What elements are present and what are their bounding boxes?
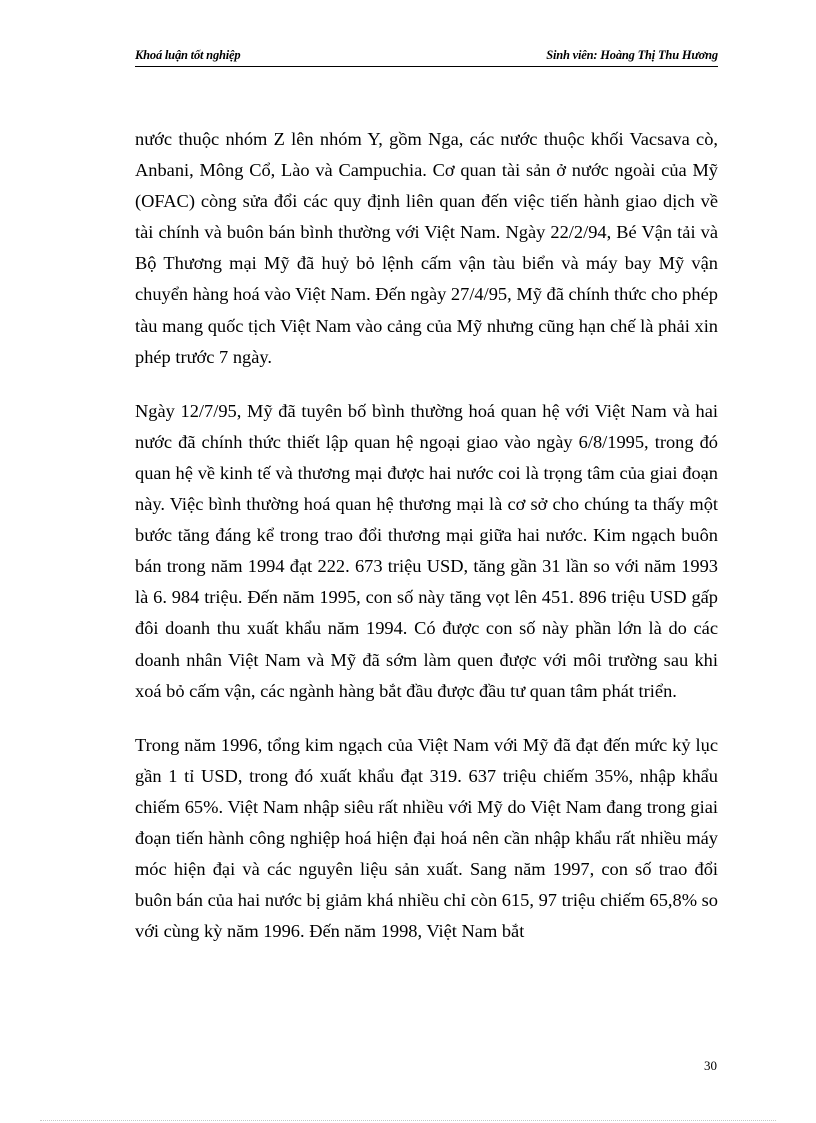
page-body [135, 124, 718, 970]
header-student-name: Sinh viên: Hoàng Thị Thu Hương [546, 48, 718, 62]
header-thesis-label: Khoá luận tốt nghiệp [135, 48, 241, 62]
page-bottom-divider [40, 1120, 776, 1121]
page-header [135, 48, 718, 67]
body-paragraph-3: Trong năm 1996, tổng kim ngạch của Việt Nam với Mỹ đã đạt đến mức kỷ lục gần 1 tỉ USD, trong đó xuất khẩu đạt 319. 637 triệu chiếm 35%, nhập khẩu chiếm 65%. Việt Nam nhập siêu rất nhiều với Mỹ do Việt Nam đang trong giai đoạn tiến hành công nghiệp hoá hiện đại hoá nên cần nhập khẩu rất nhiều máy móc hiện đại và các nguyên liệu sản xuất. Sang năm 1997, con số trao đổi buôn bán của hai nước bị giảm khá nhiều chỉ còn 615, 97 triệu chiếm 65,8% so với cùng kỳ năm 1996. Đến năm 1998, Việt Nam bắt [135, 734, 718, 942]
page-number: 30 [704, 1058, 717, 1073]
body-paragraph-1: nước thuộc nhóm Z lên nhóm Y, gồm Nga, các nước thuộc khối Vacsava cò, Anbani, Mông Cổ, Lào và Campuchia. Cơ quan tài sản ở nước ngoài của Mỹ (OFAC) còng sửa đổi các quy định liên quan đến việc tiến hành giao dịch về tài chính và buôn bán bình thường với Việt Nam. Ngày 22/2/94, Bé Vận tải và Bộ Thương mại Mỹ đã huỷ bỏ lệnh cấm vận tàu biển và máy bay Mỹ vận chuyển hàng hoá vào Việt Nam. Đến ngày 27/4/95, Mỹ đã chính thức cho phép tàu mang quốc tịch Việt Nam vào cảng của Mỹ nhưng cũng hạn chế là phải xin phép trước 7 ngày. [135, 129, 718, 367]
body-paragraph-2: Ngày 12/7/95, Mỹ đã tuyên bố bình thường hoá quan hệ với Việt Nam và hai nước đã chính thức thiết lập quan hệ ngoại giao vào ngày 6/8/1995, trong đó quan hệ về kinh tế và thương mại được hai nước coi là trọng tâm của giai đoạn này. Việc bình thường hoá quan hệ thương mại là cơ sở cho chúng ta thấy một bước tăng đáng kể trong trao đổi thương mại giữa hai nước. Kim ngạch buôn bán trong năm 1994 đạt 222. 673 triệu USD, tăng gần 31 lần so với năm 1993 là 6. 984 triệu. Đến năm 1995, con số này tăng vọt lên 451. 896 triệu USD gấp đôi doanh thu xuất khẩu năm 1994. Có được con số này phần lớn là do các doanh nhân Việt Nam và Mỹ đã sớm làm quen được với môi trường sau khi xoá bỏ cấm vận, các ngành hàng bắt đầu được đầu tư quan tâm phát triển. [135, 400, 718, 701]
